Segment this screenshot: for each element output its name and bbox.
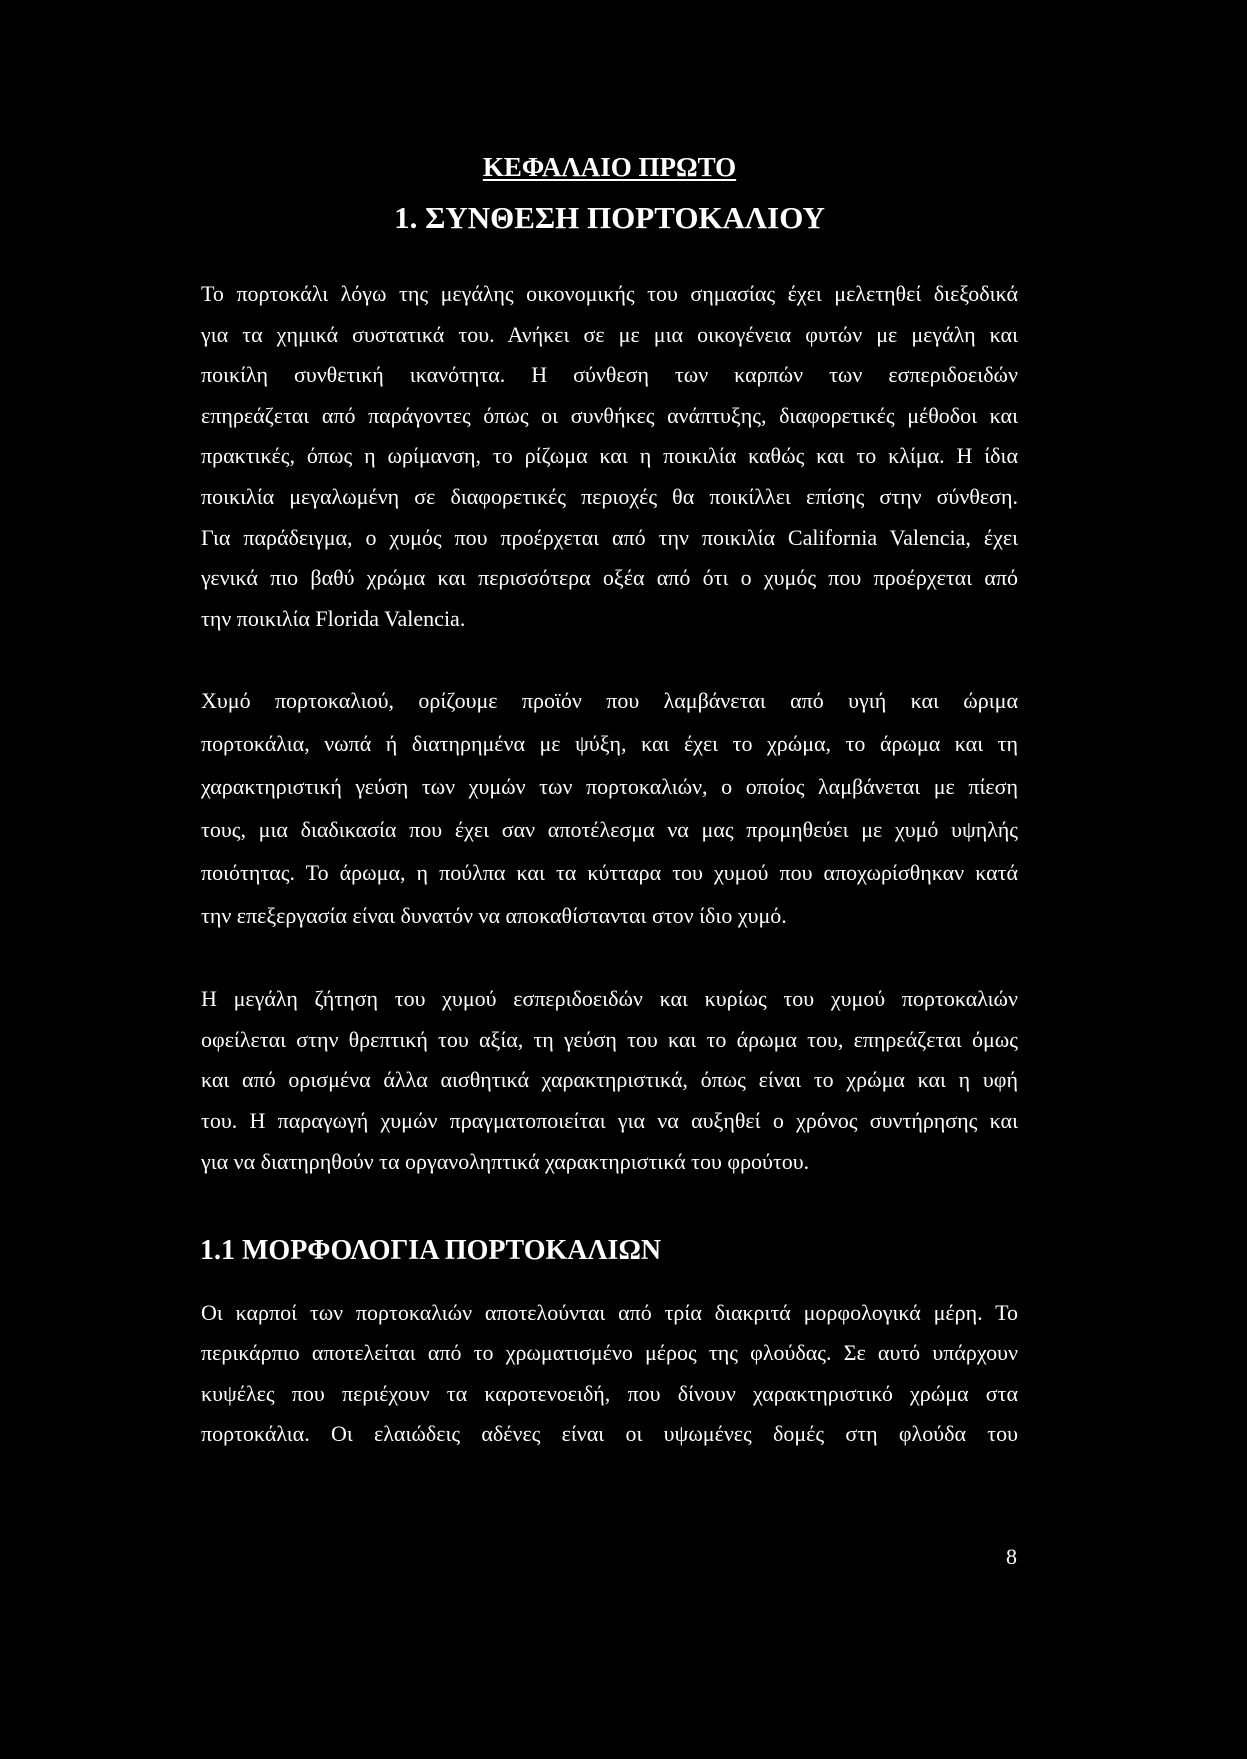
body-paragraph (201, 1293, 1018, 1454)
section-heading: 1.1 ΜΟΡΦΟΛΟΓΙΑ ΠΟΡΤΟΚΑΛΙΩΝ (200, 1235, 662, 1266)
paragraph-line: Το πορτοκάλι λόγω της μεγάλης οικονομικής του σημασίας έχει μελετηθεί διεξοδικά (201, 281, 1018, 306)
paragraph-line: την επεξεργασία είναι δυνατόν να αποκαθίστανται στον ίδιο χυμό. (201, 903, 787, 928)
paragraph-line: περικάρπιο αποτελείται από το χρωματισμένο μέρος της φλούδας. Σε αυτό υπάρχουν (201, 1340, 1018, 1366)
paragraph-line: πρακτικές, όπως η ωρίμανση, το ρίζωμα και η ποικιλία καθώς και το κλίμα. Η ίδια (201, 443, 1018, 469)
chapter-heading-text: ΚΕΦΑΛΑΙΟ ΠΡΩΤΟ (482, 152, 737, 182)
paragraph-line: ποικιλία μεγαλωμένη σε διαφορετικές περιοχές θα ποικίλλει επίσης στην σύνθεση. (201, 483, 1018, 509)
paragraph-line: Για παράδειγμα, ο χυμός που προέρχεται από την ποικιλία California Valencia, έχει (201, 524, 1018, 550)
paragraph-line: για τα χημικά συστατικά του. Ανήκει σε με μια οικογένεια φυτών με μεγάλη και (201, 321, 1018, 347)
chapter-title: 1. ΣΥΝΘΕΣΗ ΠΟΡΤΟΚΑΛΙΟΥ (394, 200, 825, 235)
paragraph-line: Χυμό πορτοκαλιού, ορίζουμε προϊόν που λαμβάνεται από υγιή και ώριμα (201, 688, 1018, 713)
body-paragraph (201, 274, 1018, 639)
paragraph-line: οφείλεται στην θρεπτική του αξία, τη γεύση του και το άρωμα του, επηρεάζεται όμως (201, 1026, 1018, 1052)
paragraph-line: επηρεάζεται από παράγοντες όπως οι συνθήκες ανάπτυξης, διαφορετικές μέθοδοι και (201, 402, 1018, 428)
page-number: 8 (1006, 1544, 1017, 1569)
body-paragraph (201, 979, 1018, 1183)
paragraph-line: πορτοκάλια. Οι ελαιώδεις αδένες είναι οι υψωμένες δομές στη φλούδα του (201, 1420, 1018, 1446)
paragraph-line: πορτοκάλια, νωπά ή διατηρημένα με ψύξη, και έχει το χρώμα, το άρωμα και τη (201, 731, 1018, 756)
paragraph-line: τους, μια διαδικασία που έχει σαν αποτέλεσμα να μας προμηθεύει με χυμό υψηλής (201, 817, 1018, 842)
paragraph-line: γενικά πιο βαθύ χρώμα και περισσότερα οξέα από ότι ο χυμός που προέρχεται από (201, 565, 1018, 591)
body-paragraph (201, 679, 1018, 937)
paragraph-line: κυψέλες που περιέχουν τα καροτενοειδή, που δίνουν χαρακτηριστικό χρώμα στα (201, 1380, 1018, 1406)
paragraph-line: χαρακτηριστική γεύση των χυμών των πορτοκαλιών, ο οποίος λαμβάνεται με πίεση (201, 774, 1018, 799)
paragraph-line: ποικίλη συνθετική ικανότητα. Η σύνθεση των καρπών των εσπεριδοειδών (201, 362, 1018, 388)
chapter-heading (201, 150, 1018, 184)
paragraph-line: και από ορισμένα άλλα αισθητικά χαρακτηριστικά, όπως είναι το χρώμα και η υφή (201, 1067, 1018, 1093)
paragraph-line: για να διατηρηθούν τα οργανοληπτικά χαρακτηριστικά του φρούτου. (201, 1148, 810, 1174)
paragraph-line: Η μεγάλη ζήτηση του χυμού εσπεριδοειδών και κυρίως του χυμού πορτοκαλιών (201, 986, 1018, 1011)
paragraph-line: του. Η παραγωγή χυμών πραγματοποιείται για να αυξηθεί ο χρόνος συντήρησης και (201, 1108, 1018, 1134)
paragraph-line: ποιότητας. Το άρωμα, η πούλπα και τα κύτταρα του χυμού που αποχωρίσθηκαν κατά (201, 860, 1018, 885)
paragraph-line: την ποικιλία Florida Valencia. (201, 605, 466, 631)
paragraph-line: Οι καρποί των πορτοκαλιών αποτελούνται από τρία διακριτά μορφολογικά μέρη. Το (201, 1300, 1018, 1325)
